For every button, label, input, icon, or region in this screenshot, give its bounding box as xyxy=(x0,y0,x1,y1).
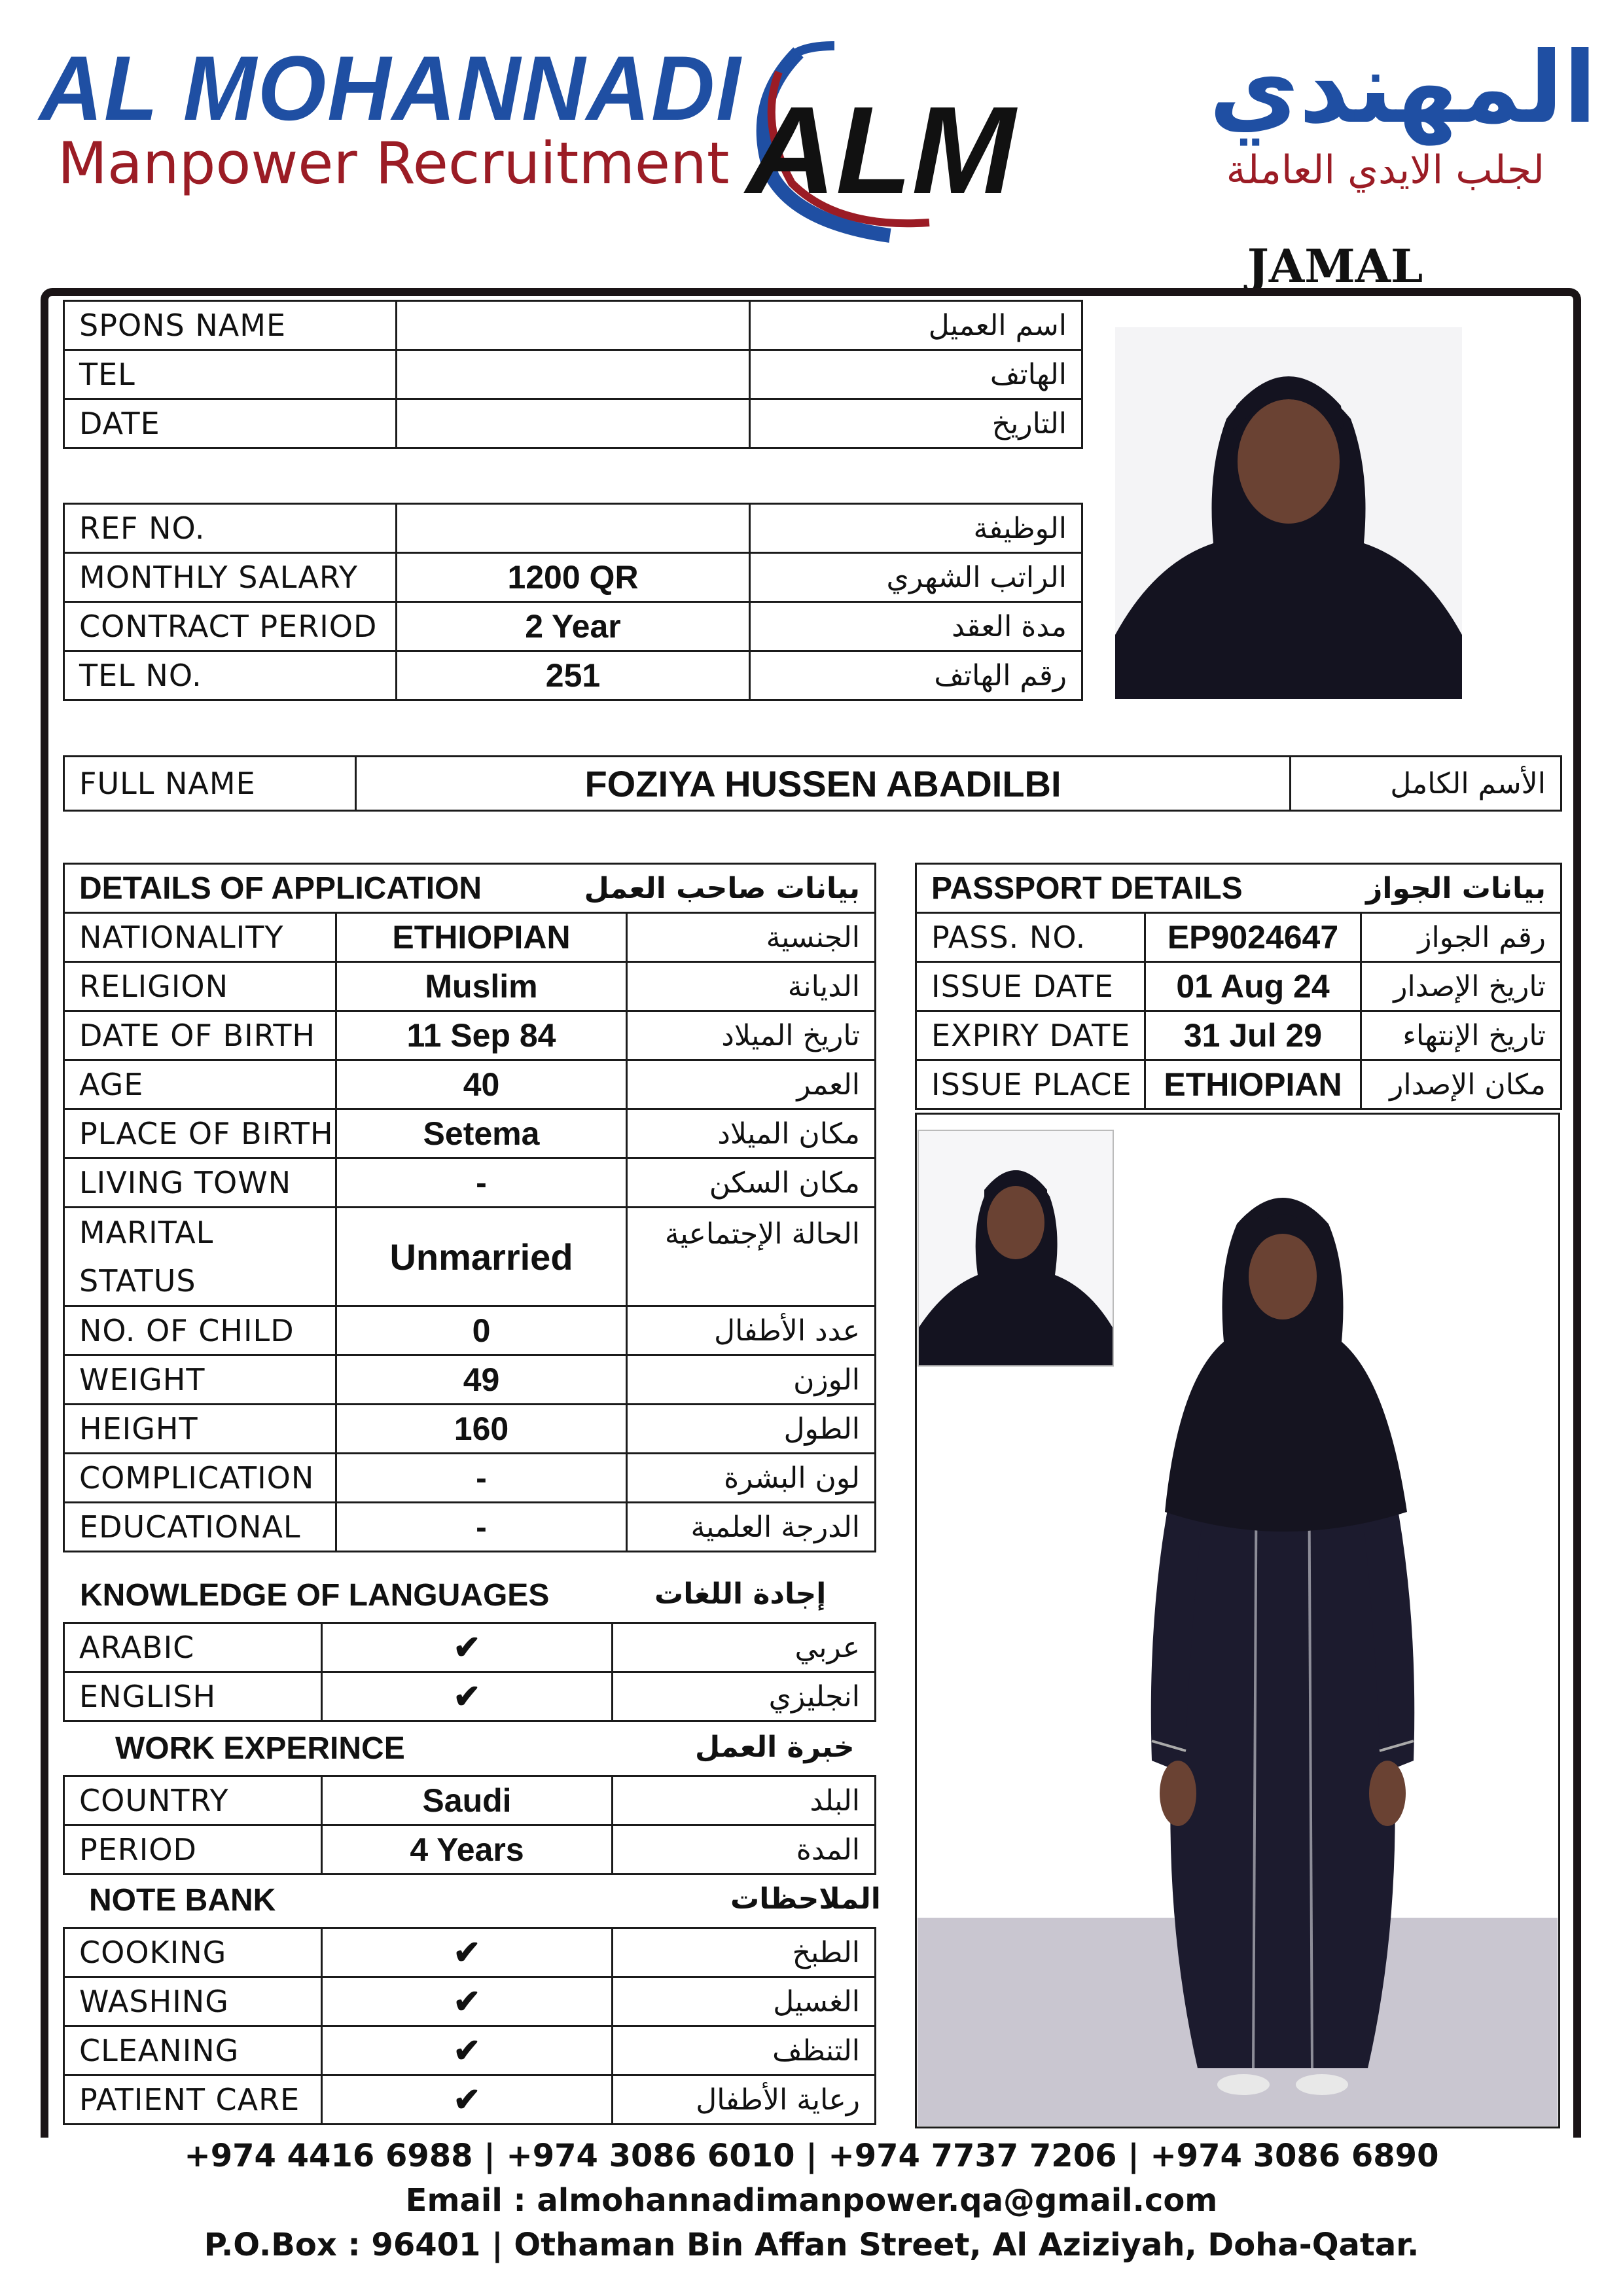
label: EXPIRY DATE xyxy=(916,1011,1145,1060)
table-row xyxy=(64,913,876,962)
table-row xyxy=(916,1060,1561,1109)
value: Muslim xyxy=(336,962,627,1011)
value: 49 xyxy=(336,1355,627,1405)
table-row xyxy=(64,962,876,1011)
full-name-label-arabic: الأسم الكامل xyxy=(1291,757,1561,811)
table-row xyxy=(64,1977,876,2026)
label-arabic: رعاية الأطفال xyxy=(613,2075,876,2125)
full-name-value: FOZIYA HUSSEN ABADILBI xyxy=(356,757,1291,811)
table-row xyxy=(64,602,1082,651)
label-arabic: لون البشرة xyxy=(627,1454,876,1503)
table-row xyxy=(64,1011,876,1060)
label-arabic: المدة xyxy=(613,1825,876,1874)
table-row xyxy=(64,504,1082,553)
label-arabic: الراتب الشهري xyxy=(750,553,1082,602)
label-arabic: الحالة الإجتماعية xyxy=(627,1208,876,1306)
languages-table xyxy=(63,1622,876,1722)
agent-name: JAMAL xyxy=(1247,239,1423,293)
label-arabic: التنظف xyxy=(613,2026,876,2075)
label-arabic: الهاتف xyxy=(750,350,1082,399)
table-row xyxy=(64,1306,876,1355)
label: CLEANING xyxy=(64,2026,322,2075)
label-arabic: مكان السكن xyxy=(627,1158,876,1208)
section-title: PASSPORT DETAILS xyxy=(916,864,1361,913)
label: TEL xyxy=(64,350,397,399)
passport-table xyxy=(915,863,1562,1110)
table-row xyxy=(64,651,1082,700)
brand-name: AL MOHANNADI xyxy=(39,37,742,139)
label: HEIGHT xyxy=(64,1405,336,1454)
check-icon: ✔ xyxy=(322,1977,613,2026)
label-arabic: مكان الإصدار xyxy=(1361,1060,1561,1109)
notes-title-arabic: الملاحظات xyxy=(730,1882,881,1916)
footer-phones: +974 4416 6988 | +974 3086 6010 | +974 7737 7206 | +974 3086 6890 xyxy=(184,2138,1439,2174)
table-row xyxy=(916,913,1561,962)
label: EDUCATIONAL xyxy=(64,1503,336,1552)
label-arabic: تاريخ الإنتهاء xyxy=(1361,1011,1561,1060)
value: ETHIOPIAN xyxy=(336,913,627,962)
label-arabic: الغسيل xyxy=(613,1977,876,2026)
brand-tagline: Manpower Recruitment xyxy=(58,130,730,197)
languages-title: KNOWLEDGE OF LANGUAGES xyxy=(80,1578,550,1613)
label: DATE xyxy=(64,399,397,448)
brand-tagline-arabic: لجلب الايدي العاملة xyxy=(1226,147,1544,193)
logo-monogram: ALM xyxy=(746,81,1016,220)
label: NATIONALITY xyxy=(64,913,336,962)
label-arabic: رقم الجواز xyxy=(1361,913,1561,962)
section-title-arabic: بيانات الجواز xyxy=(1361,864,1561,913)
value: Unmarried xyxy=(336,1208,627,1306)
value: 4 Years xyxy=(322,1825,613,1874)
label: ENGLISH xyxy=(64,1672,322,1721)
label: RELIGION xyxy=(64,962,336,1011)
table-row xyxy=(64,1825,876,1874)
value: EP9024647 xyxy=(1145,913,1361,962)
value: 2 Year xyxy=(397,602,750,651)
value xyxy=(397,504,750,553)
table-row xyxy=(64,1623,876,1672)
table-row xyxy=(64,1355,876,1405)
label-arabic: تاريخ الميلاد xyxy=(627,1011,876,1060)
brand-logo-arabic xyxy=(1060,33,1597,203)
check-icon: ✔ xyxy=(322,1623,613,1672)
table-row xyxy=(64,1776,876,1825)
check-icon: ✔ xyxy=(322,1928,613,1977)
table-row xyxy=(64,1109,876,1158)
label: AGE xyxy=(64,1060,336,1109)
value xyxy=(397,301,750,350)
label: REF NO. xyxy=(64,504,397,553)
label-arabic: مكان الميلاد xyxy=(627,1109,876,1158)
value: 0 xyxy=(336,1306,627,1355)
section-header-row xyxy=(916,864,1561,913)
label-arabic: العمر xyxy=(627,1060,876,1109)
contract-table xyxy=(63,503,1083,701)
value: Saudi xyxy=(322,1776,613,1825)
label-arabic: رقم الهاتف xyxy=(750,651,1082,700)
check-icon: ✔ xyxy=(322,2026,613,2075)
label-arabic: الطول xyxy=(627,1405,876,1454)
footer-address: P.O.Box : 96401 | Othaman Bin Affan Street, Al Aziziyah, Doha-Qatar. xyxy=(204,2227,1419,2263)
table-row xyxy=(916,962,1561,1011)
label-arabic: التاريخ xyxy=(750,399,1082,448)
table-row xyxy=(64,1454,876,1503)
label: ISSUE DATE xyxy=(916,962,1145,1011)
value: Setema xyxy=(336,1109,627,1158)
label: WASHING xyxy=(64,1977,322,2026)
sponsor-table xyxy=(63,300,1083,449)
value: - xyxy=(336,1454,627,1503)
table-row xyxy=(64,2026,876,2075)
label: SPONS NAME xyxy=(64,301,397,350)
footer-email: Email : almohannadimanpower.qa@gmail.com xyxy=(405,2182,1218,2219)
label-arabic: الوظيفة xyxy=(750,504,1082,553)
label: LIVING TOWN xyxy=(64,1158,336,1208)
label-arabic: الطبخ xyxy=(613,1928,876,1977)
label: PLACE OF BIRTH xyxy=(64,1109,336,1158)
label-arabic: اسم العميل xyxy=(750,301,1082,350)
value: 160 xyxy=(336,1405,627,1454)
value: - xyxy=(336,1158,627,1208)
value: - xyxy=(336,1503,627,1552)
label: DATE OF BIRTH xyxy=(64,1011,336,1060)
label-line-2: STATUS xyxy=(79,1263,196,1299)
label: ISSUE PLACE xyxy=(916,1060,1145,1109)
label-arabic: تاريخ الإصدار xyxy=(1361,962,1561,1011)
value: 1200 QR xyxy=(397,553,750,602)
table-row xyxy=(64,1208,876,1306)
table-row xyxy=(64,399,1082,448)
table-row xyxy=(64,301,1082,350)
languages-title-arabic: إجادة اللغات xyxy=(654,1577,827,1611)
notes-table xyxy=(63,1927,876,2125)
table-row xyxy=(64,757,1561,811)
notes-title: NOTE BANK xyxy=(89,1883,276,1918)
table-row xyxy=(64,1060,876,1109)
section-title-arabic: بيانات صاحب العمل xyxy=(627,864,876,913)
alm-logo xyxy=(720,26,1047,249)
label-line-1: MARITAL xyxy=(79,1215,214,1250)
application-table xyxy=(63,863,876,1552)
label-arabic: الوزن xyxy=(627,1355,876,1405)
value: ETHIOPIAN xyxy=(1145,1060,1361,1109)
value xyxy=(397,350,750,399)
experience-title: WORK EXPERINCE xyxy=(115,1731,405,1766)
label: PATIENT CARE xyxy=(64,2075,322,2125)
value: 40 xyxy=(336,1060,627,1109)
label-arabic: مدة العقد xyxy=(750,602,1082,651)
label-arabic: عدد الأطفال xyxy=(627,1306,876,1355)
table-row xyxy=(64,2075,876,2125)
table-row xyxy=(64,1158,876,1208)
value: 01 Aug 24 xyxy=(1145,962,1361,1011)
section-title: DETAILS OF APPLICATION xyxy=(64,864,627,913)
label: COUNTRY xyxy=(64,1776,322,1825)
table-row xyxy=(64,1672,876,1721)
label: PERIOD xyxy=(64,1825,322,1874)
value: 11 Sep 84 xyxy=(336,1011,627,1060)
brand-name-arabic: المهندي xyxy=(1209,31,1597,145)
label-arabic: البلد xyxy=(613,1776,876,1825)
label-arabic: انجليزي xyxy=(613,1672,876,1721)
applicant-photo-full-body xyxy=(1126,1172,1440,2108)
full-name-table xyxy=(63,755,1562,812)
label: COMPLICATION xyxy=(64,1454,336,1503)
table-row xyxy=(64,553,1082,602)
value: 31 Jul 29 xyxy=(1145,1011,1361,1060)
label-arabic: الديانة xyxy=(627,962,876,1011)
check-icon: ✔ xyxy=(322,1672,613,1721)
label: COOKING xyxy=(64,1928,322,1977)
table-row xyxy=(64,1405,876,1454)
label: TEL NO. xyxy=(64,651,397,700)
label: ARABIC xyxy=(64,1623,322,1672)
section-header-row xyxy=(64,864,876,913)
label: NO. OF CHILD xyxy=(64,1306,336,1355)
check-icon: ✔ xyxy=(322,2075,613,2125)
label xyxy=(64,1208,336,1306)
value xyxy=(397,399,750,448)
label: MONTHLY SALARY xyxy=(64,553,397,602)
brand-logo-english xyxy=(39,37,742,209)
value: 251 xyxy=(397,651,750,700)
applicant-photo-portrait xyxy=(1115,327,1462,699)
experience-table xyxy=(63,1775,876,1875)
experience-title-arabic: خبرة العمل xyxy=(695,1731,855,1764)
table-row xyxy=(64,1503,876,1552)
full-name-label: FULL NAME xyxy=(64,757,356,811)
applicant-photo-small xyxy=(918,1130,1114,1367)
label: PASS. NO. xyxy=(916,913,1145,962)
label-arabic: عربي xyxy=(613,1623,876,1672)
table-row xyxy=(64,350,1082,399)
table-row xyxy=(916,1011,1561,1060)
label: WEIGHT xyxy=(64,1355,336,1405)
label-arabic: الجنسية xyxy=(627,913,876,962)
label: CONTRACT PERIOD xyxy=(64,602,397,651)
label-arabic: الدرجة العلمية xyxy=(627,1503,876,1552)
table-row xyxy=(64,1928,876,1977)
